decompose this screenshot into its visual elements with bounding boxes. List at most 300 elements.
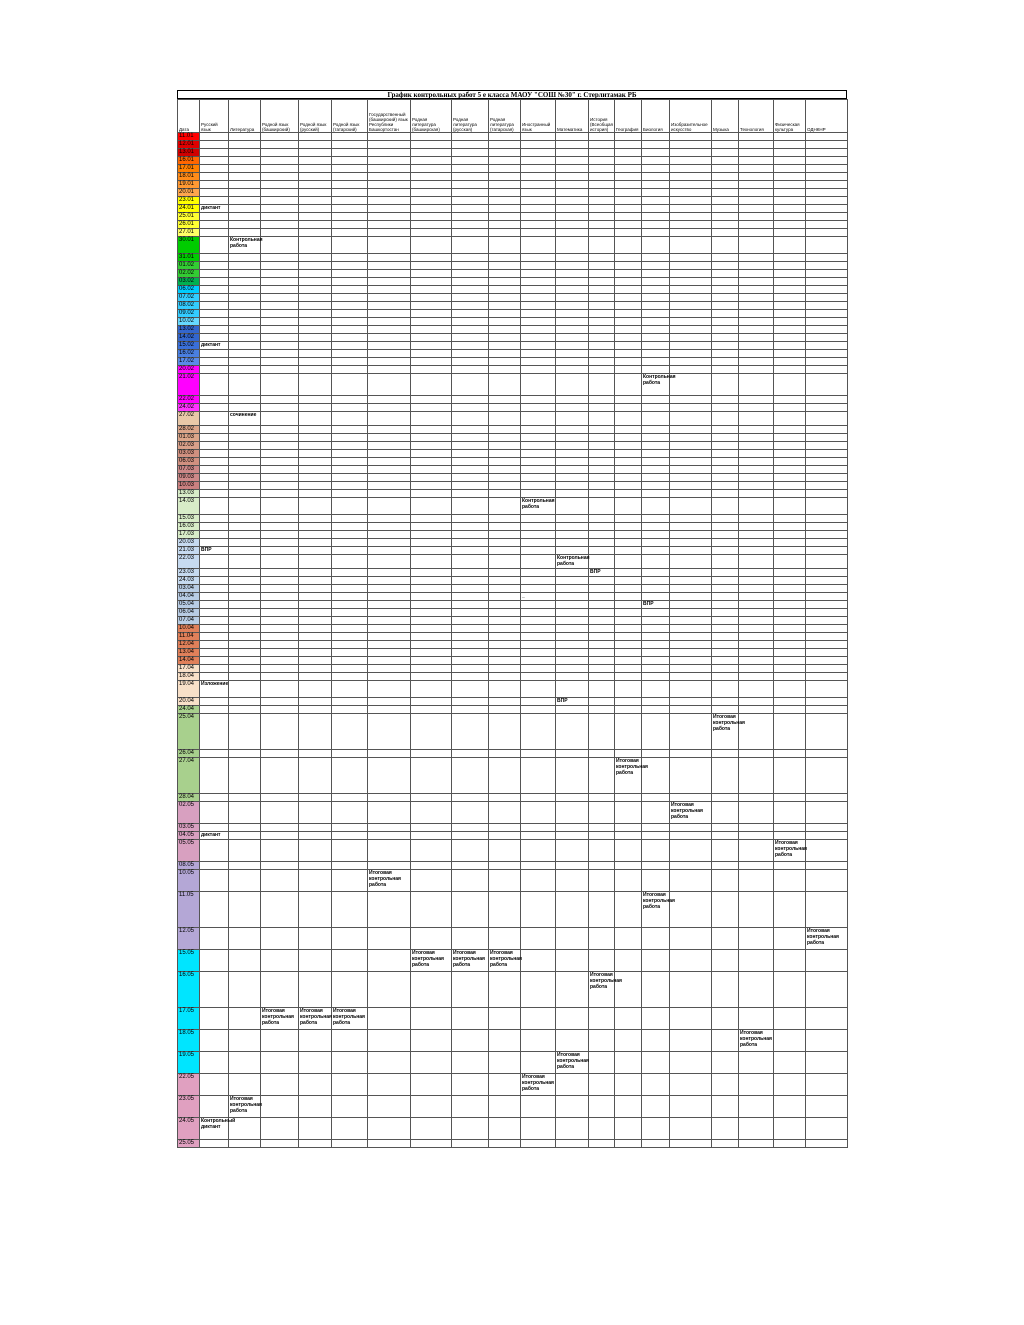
empty-cell bbox=[774, 547, 806, 555]
empty-cell bbox=[411, 197, 452, 205]
empty-cell bbox=[489, 458, 521, 466]
empty-cell bbox=[452, 633, 489, 641]
empty-cell bbox=[589, 641, 615, 649]
empty-cell bbox=[229, 714, 261, 750]
date-cell: 23.05 bbox=[178, 1096, 200, 1118]
empty-cell bbox=[739, 270, 774, 278]
empty-cell bbox=[806, 1052, 848, 1074]
empty-cell bbox=[411, 173, 452, 181]
empty-cell bbox=[200, 531, 229, 539]
empty-cell bbox=[521, 577, 556, 585]
empty-cell bbox=[556, 1030, 589, 1052]
empty-cell bbox=[774, 490, 806, 498]
empty-cell bbox=[332, 466, 368, 474]
empty-cell bbox=[489, 706, 521, 714]
empty-cell bbox=[299, 840, 332, 862]
empty-cell bbox=[556, 892, 589, 928]
empty-cell bbox=[452, 426, 489, 434]
empty-cell bbox=[200, 641, 229, 649]
empty-cell bbox=[642, 1074, 670, 1096]
entry-cell: Итоговая контрольная работа bbox=[556, 1052, 589, 1074]
empty-cell bbox=[739, 870, 774, 892]
empty-cell bbox=[452, 523, 489, 531]
empty-cell bbox=[489, 310, 521, 318]
empty-cell bbox=[200, 396, 229, 404]
empty-cell bbox=[712, 262, 739, 270]
empty-cell bbox=[774, 181, 806, 189]
empty-cell bbox=[229, 141, 261, 149]
empty-cell bbox=[200, 270, 229, 278]
empty-cell bbox=[261, 840, 299, 862]
empty-cell bbox=[200, 950, 229, 972]
empty-cell bbox=[712, 649, 739, 657]
empty-cell bbox=[261, 221, 299, 229]
empty-cell bbox=[452, 698, 489, 706]
empty-cell bbox=[615, 133, 642, 141]
empty-cell bbox=[556, 794, 589, 802]
empty-cell bbox=[261, 547, 299, 555]
empty-cell bbox=[670, 205, 712, 213]
empty-cell bbox=[452, 396, 489, 404]
empty-cell bbox=[200, 539, 229, 547]
schedule-table bbox=[177, 99, 848, 1148]
empty-cell bbox=[261, 326, 299, 334]
empty-cell bbox=[670, 412, 712, 426]
empty-cell bbox=[368, 1030, 411, 1052]
empty-cell bbox=[739, 750, 774, 758]
empty-cell bbox=[642, 434, 670, 442]
date-cell: 24.03 bbox=[178, 577, 200, 585]
table-row bbox=[178, 270, 848, 278]
empty-cell bbox=[261, 641, 299, 649]
empty-cell bbox=[556, 165, 589, 173]
empty-cell bbox=[332, 824, 368, 832]
empty-cell bbox=[589, 450, 615, 458]
empty-cell bbox=[261, 862, 299, 870]
empty-cell bbox=[200, 450, 229, 458]
empty-cell bbox=[615, 286, 642, 294]
table-row bbox=[178, 657, 848, 665]
date-cell: 13.02 bbox=[178, 326, 200, 334]
empty-cell bbox=[368, 310, 411, 318]
empty-cell bbox=[589, 706, 615, 714]
empty-cell bbox=[642, 625, 670, 633]
empty-cell bbox=[774, 358, 806, 366]
empty-cell bbox=[712, 498, 739, 515]
empty-cell bbox=[556, 474, 589, 482]
empty-cell bbox=[589, 539, 615, 547]
empty-cell bbox=[806, 358, 848, 366]
empty-cell bbox=[556, 609, 589, 617]
empty-cell bbox=[712, 625, 739, 633]
entry-cell: Контрольная работа bbox=[557, 555, 590, 567]
empty-cell bbox=[489, 832, 521, 840]
entry-cell: Изложение bbox=[200, 681, 229, 698]
empty-cell bbox=[712, 254, 739, 262]
table-row bbox=[178, 633, 848, 641]
empty-cell bbox=[261, 318, 299, 326]
empty-cell bbox=[589, 442, 615, 450]
empty-cell bbox=[368, 270, 411, 278]
empty-cell bbox=[670, 577, 712, 585]
empty-cell bbox=[774, 133, 806, 141]
empty-cell bbox=[489, 157, 521, 165]
empty-cell bbox=[452, 404, 489, 412]
entry-cell: Итоговая контрольная работа bbox=[452, 950, 489, 972]
empty-cell bbox=[368, 412, 411, 426]
empty-cell bbox=[712, 458, 739, 466]
header-subject: Иностранный язык bbox=[521, 100, 556, 133]
empty-cell bbox=[642, 358, 670, 366]
empty-cell bbox=[806, 625, 848, 633]
table-row bbox=[178, 221, 848, 229]
date-cell: 27.02 bbox=[178, 412, 200, 426]
date-cell: 21.02 bbox=[178, 374, 200, 396]
empty-cell bbox=[642, 458, 670, 466]
empty-cell bbox=[712, 396, 739, 404]
empty-cell bbox=[411, 706, 452, 714]
date-cell: 27.04 bbox=[178, 758, 200, 794]
empty-cell bbox=[670, 254, 712, 262]
empty-cell bbox=[299, 673, 332, 681]
empty-cell bbox=[556, 665, 589, 673]
empty-cell bbox=[332, 342, 368, 350]
empty-cell bbox=[368, 758, 411, 794]
empty-cell bbox=[521, 531, 556, 539]
empty-cell bbox=[368, 221, 411, 229]
empty-cell bbox=[452, 213, 489, 221]
empty-cell bbox=[806, 706, 848, 714]
empty-cell bbox=[774, 706, 806, 714]
empty-cell bbox=[615, 1074, 642, 1096]
empty-cell bbox=[739, 450, 774, 458]
empty-cell bbox=[806, 189, 848, 197]
empty-cell bbox=[774, 1074, 806, 1096]
empty-cell bbox=[200, 714, 229, 750]
empty-cell bbox=[452, 657, 489, 665]
empty-cell bbox=[411, 181, 452, 189]
empty-cell bbox=[261, 870, 299, 892]
empty-cell bbox=[806, 609, 848, 617]
empty-cell bbox=[806, 173, 848, 181]
empty-cell bbox=[615, 426, 642, 434]
empty-cell bbox=[712, 832, 739, 840]
empty-cell bbox=[299, 426, 332, 434]
empty-cell bbox=[261, 824, 299, 832]
empty-cell bbox=[615, 490, 642, 498]
empty-cell bbox=[806, 802, 848, 824]
empty-cell bbox=[589, 270, 615, 278]
empty-cell bbox=[452, 374, 489, 396]
empty-cell bbox=[299, 1140, 332, 1148]
empty-cell bbox=[642, 221, 670, 229]
empty-cell bbox=[615, 434, 642, 442]
empty-cell bbox=[332, 358, 368, 366]
empty-cell bbox=[774, 141, 806, 149]
empty-cell bbox=[712, 585, 739, 593]
entry-cell: Итоговая контрольная работа bbox=[712, 714, 739, 750]
empty-cell bbox=[806, 515, 848, 523]
empty-cell bbox=[521, 539, 556, 547]
empty-cell bbox=[261, 523, 299, 531]
empty-cell bbox=[299, 714, 332, 750]
empty-cell bbox=[261, 531, 299, 539]
empty-cell bbox=[615, 412, 642, 426]
empty-cell bbox=[411, 714, 452, 750]
empty-cell bbox=[670, 649, 712, 657]
empty-cell bbox=[411, 442, 452, 450]
empty-cell bbox=[452, 802, 489, 824]
empty-cell bbox=[774, 862, 806, 870]
empty-cell bbox=[229, 350, 261, 358]
empty-cell bbox=[670, 673, 712, 681]
empty-cell bbox=[489, 442, 521, 450]
empty-cell bbox=[712, 523, 739, 531]
empty-cell bbox=[806, 1008, 848, 1030]
empty-cell bbox=[739, 1096, 774, 1118]
empty-cell bbox=[452, 870, 489, 892]
empty-cell bbox=[739, 862, 774, 870]
empty-cell bbox=[739, 625, 774, 633]
empty-cell bbox=[642, 972, 670, 1008]
empty-cell bbox=[739, 577, 774, 585]
empty-cell bbox=[368, 577, 411, 585]
date-cell: 03.04 bbox=[178, 585, 200, 593]
empty-cell bbox=[452, 294, 489, 302]
empty-cell bbox=[299, 1118, 332, 1140]
empty-cell bbox=[521, 523, 556, 531]
empty-cell bbox=[521, 181, 556, 189]
empty-cell bbox=[670, 892, 712, 928]
date-cell: 10.04 bbox=[178, 625, 200, 633]
empty-cell bbox=[452, 412, 489, 426]
empty-cell bbox=[739, 539, 774, 547]
empty-cell bbox=[774, 442, 806, 450]
empty-cell bbox=[712, 515, 739, 523]
empty-cell bbox=[589, 310, 615, 318]
table-row bbox=[178, 426, 848, 434]
empty-cell bbox=[261, 141, 299, 149]
empty-cell bbox=[200, 665, 229, 673]
empty-cell bbox=[332, 189, 368, 197]
date-cell: 15.02 bbox=[178, 342, 200, 350]
empty-cell bbox=[261, 515, 299, 523]
empty-cell bbox=[615, 706, 642, 714]
empty-cell bbox=[229, 1030, 261, 1052]
empty-cell bbox=[589, 758, 615, 794]
empty-cell bbox=[521, 318, 556, 326]
empty-cell bbox=[229, 824, 261, 832]
empty-cell bbox=[229, 698, 261, 706]
empty-cell bbox=[332, 649, 368, 657]
empty-cell bbox=[489, 270, 521, 278]
empty-cell bbox=[452, 254, 489, 262]
empty-cell bbox=[299, 698, 332, 706]
empty-cell bbox=[261, 1052, 299, 1074]
empty-cell bbox=[615, 649, 642, 657]
empty-cell bbox=[261, 577, 299, 585]
header-subject: Родная литература (татарская) bbox=[489, 100, 521, 133]
entry-cell: Итоговая контрольная работа bbox=[589, 972, 615, 1008]
table-row bbox=[178, 197, 848, 205]
empty-cell bbox=[589, 374, 615, 396]
empty-cell bbox=[712, 1030, 739, 1052]
empty-cell bbox=[368, 442, 411, 450]
empty-cell bbox=[489, 358, 521, 366]
empty-cell bbox=[452, 706, 489, 714]
empty-cell bbox=[642, 657, 670, 665]
empty-cell bbox=[712, 1096, 739, 1118]
empty-cell bbox=[368, 474, 411, 482]
table-row bbox=[178, 1140, 848, 1148]
table-row bbox=[178, 569, 848, 577]
empty-cell bbox=[670, 173, 712, 181]
empty-cell bbox=[712, 490, 739, 498]
empty-cell bbox=[332, 673, 368, 681]
empty-cell bbox=[261, 358, 299, 366]
empty-cell bbox=[261, 404, 299, 412]
empty-cell bbox=[200, 928, 229, 950]
date-cell: 26.04 bbox=[178, 750, 200, 758]
empty-cell bbox=[642, 862, 670, 870]
empty-cell bbox=[200, 555, 229, 569]
empty-cell bbox=[261, 197, 299, 205]
empty-cell bbox=[739, 482, 774, 490]
empty-cell bbox=[670, 213, 712, 221]
empty-cell bbox=[261, 173, 299, 181]
empty-cell bbox=[806, 412, 848, 426]
empty-cell bbox=[200, 237, 229, 254]
empty-cell bbox=[452, 474, 489, 482]
empty-cell bbox=[200, 1074, 229, 1096]
empty-cell bbox=[299, 633, 332, 641]
empty-cell bbox=[712, 165, 739, 173]
empty-cell bbox=[200, 318, 229, 326]
date-cell: 25.01 bbox=[178, 213, 200, 221]
empty-cell bbox=[368, 698, 411, 706]
empty-cell bbox=[521, 254, 556, 262]
table-row bbox=[178, 458, 848, 466]
entry-cell: Итоговая контрольная работа bbox=[670, 802, 712, 824]
entry-cell: диктант bbox=[200, 832, 229, 840]
empty-cell bbox=[670, 181, 712, 189]
empty-cell bbox=[299, 1096, 332, 1118]
empty-cell bbox=[229, 794, 261, 802]
empty-cell bbox=[261, 412, 299, 426]
empty-cell bbox=[261, 286, 299, 294]
table-row bbox=[178, 149, 848, 157]
table-row bbox=[178, 1118, 848, 1140]
empty-cell bbox=[368, 706, 411, 714]
empty-cell bbox=[411, 641, 452, 649]
empty-cell bbox=[521, 892, 556, 928]
date-cell: 12.05 bbox=[178, 928, 200, 950]
empty-cell bbox=[411, 569, 452, 577]
empty-cell bbox=[521, 374, 556, 396]
empty-cell bbox=[806, 237, 848, 254]
empty-cell bbox=[299, 498, 332, 515]
empty-cell bbox=[670, 824, 712, 832]
empty-cell bbox=[774, 294, 806, 302]
empty-cell bbox=[452, 366, 489, 374]
empty-cell bbox=[806, 474, 848, 482]
empty-cell bbox=[712, 950, 739, 972]
empty-cell bbox=[556, 1074, 589, 1096]
empty-cell bbox=[229, 221, 261, 229]
empty-cell bbox=[556, 498, 589, 515]
empty-cell bbox=[774, 625, 806, 633]
empty-cell bbox=[411, 270, 452, 278]
empty-cell bbox=[589, 665, 615, 673]
empty-cell bbox=[521, 601, 556, 609]
empty-cell bbox=[521, 609, 556, 617]
empty-cell bbox=[229, 870, 261, 892]
empty-cell bbox=[642, 824, 670, 832]
empty-cell bbox=[774, 657, 806, 665]
empty-cell bbox=[642, 950, 670, 972]
empty-cell bbox=[739, 294, 774, 302]
entry-cell: Контрольный диктант bbox=[200, 1118, 229, 1140]
date-cell: 02.02 bbox=[178, 270, 200, 278]
empty-cell bbox=[332, 294, 368, 302]
empty-cell bbox=[521, 458, 556, 466]
empty-cell bbox=[368, 585, 411, 593]
date-cell: 05.04 bbox=[178, 601, 200, 609]
empty-cell bbox=[261, 698, 299, 706]
empty-cell bbox=[299, 350, 332, 358]
date-cell: 18.05 bbox=[178, 1030, 200, 1052]
empty-cell bbox=[774, 149, 806, 157]
empty-cell bbox=[806, 197, 848, 205]
empty-cell bbox=[452, 262, 489, 270]
empty-cell bbox=[670, 197, 712, 205]
empty-cell bbox=[368, 673, 411, 681]
empty-cell bbox=[556, 539, 589, 547]
empty-cell bbox=[452, 577, 489, 585]
empty-cell bbox=[411, 531, 452, 539]
empty-cell bbox=[229, 673, 261, 681]
empty-cell bbox=[368, 262, 411, 270]
empty-cell bbox=[452, 157, 489, 165]
empty-cell bbox=[411, 278, 452, 286]
empty-cell bbox=[774, 157, 806, 165]
empty-cell bbox=[229, 197, 261, 205]
empty-cell bbox=[411, 396, 452, 404]
empty-cell bbox=[670, 609, 712, 617]
date-cell: 22.02 bbox=[178, 396, 200, 404]
empty-cell bbox=[670, 633, 712, 641]
empty-cell bbox=[368, 569, 411, 577]
empty-cell bbox=[200, 412, 229, 426]
empty-cell bbox=[774, 189, 806, 197]
table-row bbox=[178, 1008, 848, 1030]
table-row bbox=[178, 237, 848, 254]
empty-cell bbox=[670, 681, 712, 698]
empty-cell bbox=[670, 270, 712, 278]
empty-cell bbox=[411, 523, 452, 531]
empty-cell bbox=[411, 358, 452, 366]
empty-cell bbox=[806, 141, 848, 149]
empty-cell bbox=[411, 539, 452, 547]
empty-cell bbox=[452, 892, 489, 928]
empty-cell bbox=[774, 539, 806, 547]
empty-cell bbox=[774, 334, 806, 342]
empty-cell bbox=[556, 434, 589, 442]
empty-cell bbox=[670, 426, 712, 434]
empty-cell bbox=[806, 617, 848, 625]
empty-cell bbox=[615, 870, 642, 892]
empty-cell bbox=[261, 350, 299, 358]
